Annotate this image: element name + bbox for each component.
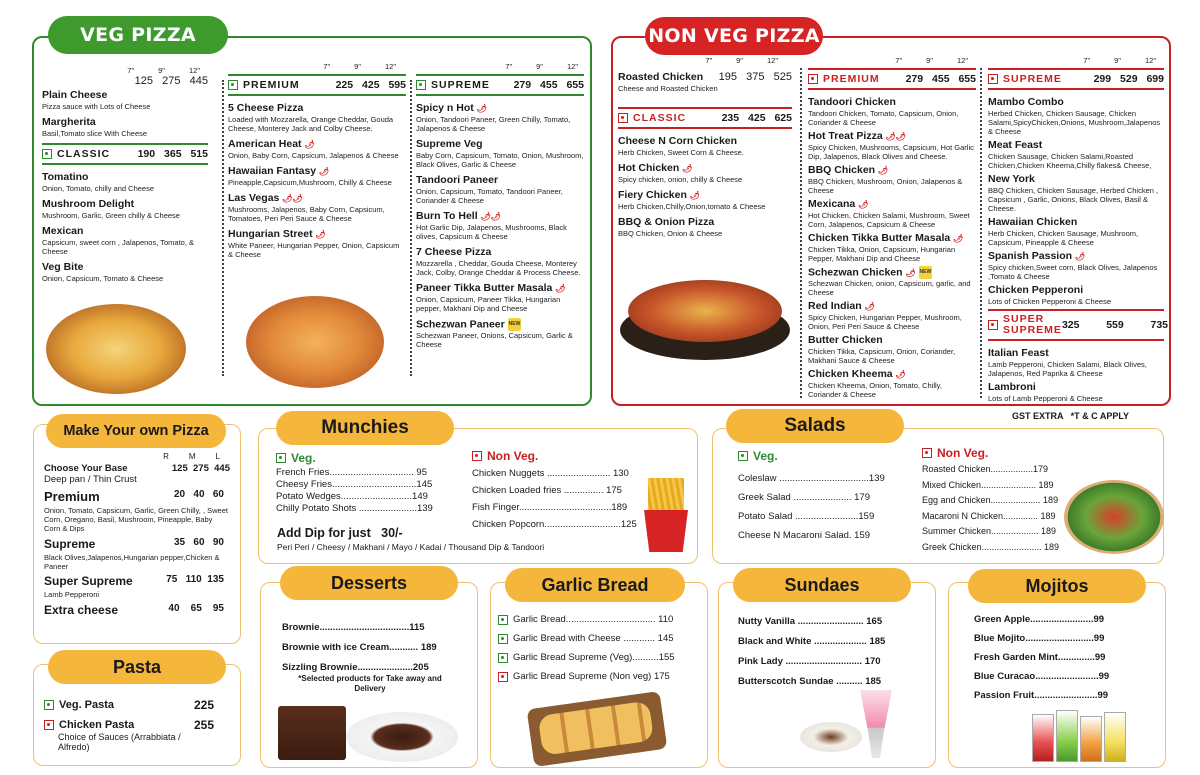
sundaes-list: [738, 616, 888, 688]
mojitos-title: Mojitos: [968, 569, 1146, 603]
supreme-header: SUPREME 279 455 655: [416, 74, 584, 96]
menu-item: Veg Bite Onion, Capsicum, Tomato & Cheese: [42, 261, 164, 283]
menu-row: Macaroni N Chicken.............. 189: [922, 510, 1056, 521]
size-header: 7" 9" 12": [895, 56, 968, 65]
nonveg-symbol-icon: [808, 74, 818, 84]
menu-item: Tandoori Paneer Onion, Capsicum, Tomato, Tandoori Paneer, Coriander & Cheese: [416, 174, 563, 205]
nonveg-col-premium: [808, 56, 976, 402]
mojito-glasses-image: [1032, 706, 1144, 762]
menu-item: 5 Cheese Pizza Loaded with Mozzarella, Orange Cheddar, Gouda Cheese, Monterey Jack and Colby Cheese.: [228, 102, 394, 133]
menu-item: Roasted Chicken 195 375 525 Cheese and Roasted Chicken: [618, 71, 792, 93]
menu-item: Butter Chicken Chicken Tikka, Capsicum, Onion, Coriander, Makhani Sauce & Cheese: [808, 334, 956, 366]
supreme-header: SUPREME 299 529 699: [988, 68, 1164, 90]
veg-symbol-icon: [498, 653, 508, 663]
menu-row: Pink Lady ............................. 170: [738, 656, 881, 667]
pasta-title: Pasta: [48, 650, 226, 684]
veg-symbol-icon: [738, 451, 748, 461]
nonveg-symbol-icon: [922, 448, 932, 458]
chili-icon: 🌶: [476, 104, 487, 113]
menu-item: BBQ & Onion Pizza BBQ Chicken, Onion & Cheese: [618, 216, 723, 238]
salads-nonveg: Non Veg. Roasted Chicken.................179 Mixed Chicken...................... 189 Egg and Chicken.................... 189 Macaroni N Chicken.............. 189 Summer Chicken................... 189 Greek Chicken........................ 189: [922, 446, 1068, 556]
chili-icon: 🌶🌶: [282, 194, 303, 203]
menu-row: Green Apple........................99: [974, 614, 1105, 625]
menu-row: Fish Finger...................................189: [472, 502, 628, 513]
myo-title: Make Your own Pizza: [46, 414, 226, 448]
menu-item: Paneer Tikka Butter Masala 🌶 Onion, Capsicum, Paneer Tikka, Hungarian pepper, Makhani Dip and Cheese: [416, 282, 566, 313]
menu-item: BBQ Chicken 🌶 BBQ Chicken, Mushroom, Onion, Jalapenos & Cheese: [808, 164, 963, 195]
menu-item: Plain Cheese Pizza sauce with Lots of Cheese: [42, 89, 151, 111]
menu-item: Meat Feast Chicken Sausage, Chicken Salami,Roasted Chicken,Chicken Kheema,Chilly flakes& Cheese,: [988, 139, 1152, 170]
veg-symbol-icon: [498, 634, 508, 644]
classic-header: CLASSIC 190 365 515: [42, 143, 208, 165]
chili-icon: 🌶: [689, 191, 700, 200]
menu-row: Brownie..................................115: [282, 622, 425, 633]
menu-row: Greek Chicken........................ 189: [922, 541, 1060, 552]
size-header: 7" 9" 12": [1083, 56, 1156, 65]
nonveg-pizza-title: NON VEG PIZZA: [645, 17, 823, 55]
salads-title: Salads: [726, 409, 904, 443]
garlic-list: [498, 614, 704, 683]
chili-icon: 🌶: [953, 234, 964, 243]
premium-header: PREMIUM 279 455 655: [808, 68, 976, 90]
size-header: R M L: [163, 452, 220, 461]
veg-pizza-image: [246, 296, 384, 388]
chili-icon: 🌶: [319, 167, 330, 176]
menu-row: Blue Mojito..........................99: [974, 633, 1105, 644]
chili-icon: 🌶🌶: [480, 212, 501, 221]
nonveg-symbol-icon: [44, 720, 54, 730]
veg-symbol-icon: [44, 700, 54, 710]
myo-super-supreme: Super Supreme 75 110 135: [44, 574, 224, 588]
menu-item: Spanish Passion 🌶 Spicy chicken,Sweet corn, Black Olives, Jalapenos ,Tomato & Cheese: [988, 250, 1158, 281]
veg-symbol-icon: [416, 80, 426, 90]
menu-item: Margherita Basil,Tomato slice With Cheese: [42, 116, 148, 138]
myo-list: R M L Choose Your Base 125 275 445 Deep pan / Thin Crust Premium 20 40 60 Onion, Tomato, Capsicum, Garlic, Green Chilly, , Sweet Corn, Oregano, Basil, Mushroom, Pineapple, Baby Corn & Dips Supreme 35 60 90 Black Olives,Jalapenos,Hungarian pepper,Chicken & Paneer Super Supreme 75 110 135 Lamb Pepperoni Extra cheese 40 65 95: [44, 452, 230, 617]
menu-item: American Heat 🌶 Onion, Baby Corn, Capsicum, Jalapenos & Cheese: [228, 138, 399, 160]
menu-item: Hot Treat Pizza 🌶🌶 Spicy Chicken, Mushrooms, Capsicum, Hot Garlic Dip, Jalapenos, Black Olives and Cheese.: [808, 130, 974, 161]
menu-item: Hawaiian Fantasy 🌶 Pineapple,Capsicum,Mushroom, Chilly & Cheese: [228, 165, 392, 187]
menu-item: Tandoori Chicken Tandoori Chicken, Tomato, Capsicum, Onion, Coriander & Cheese: [808, 96, 959, 127]
veg-col-premium: [228, 62, 406, 264]
menu-item: Burn To Hell 🌶🌶 Hot Garlic Dip, Jalapenos, Mushrooms, Black olives, Capsicum & Cheese: [416, 210, 567, 241]
nonveg-symbol-icon: [472, 451, 482, 461]
super-supreme-header: SUPER SUPREME 325 559 735: [988, 309, 1164, 341]
menu-item: Mushroom Delight Mushroom, Garlic, Green chilly & Cheese: [42, 198, 180, 220]
chili-icon: 🌶: [905, 268, 916, 278]
divider: [410, 80, 412, 376]
pasta-item: Veg. Pasta 225: [44, 698, 214, 712]
menu-row: Greek Salad ...................... 179: [738, 492, 871, 503]
menu-item: Italian Feast Lamb Pepperoni, Chicken Salami, Black Olives, Jalapenos, Red Paprika & Cheese: [988, 347, 1147, 378]
menu-row: Garlic Bread with Cheese ............ 145: [498, 633, 704, 645]
myo-premium: Premium 20 40 60: [44, 489, 224, 504]
menu-item: Supreme Veg Baby Corn, Capsicum, Tomato, Onion, Mushroom, Black Olives, Garlic & Cheese: [416, 138, 584, 169]
chili-icon: 🌶: [555, 284, 566, 293]
menu-row: Passion Fruit........................99: [974, 690, 1109, 701]
menu-row: Garlic Bread Supreme (Non veg) 175: [498, 671, 704, 683]
menu-row: Cheesy Fries................................145: [276, 479, 433, 490]
chili-icon: 🌶: [682, 164, 693, 173]
sundaes-title: Sundaes: [733, 568, 911, 602]
classic-header: CLASSIC 235 425 625: [618, 107, 792, 129]
veg-symbol-icon: [42, 149, 52, 159]
nonveg-symbol-icon: [988, 74, 998, 84]
garlic-title: Garlic Bread: [505, 568, 685, 602]
gst-note: GST EXTRA *T & C APPLY: [1012, 411, 1130, 421]
menu-row: Garlic Bread.................................. 110: [498, 614, 704, 626]
menu-row: Nutty Vanilla ......................... 165: [738, 616, 883, 627]
chili-icon: 🌶: [878, 166, 889, 175]
menu-item: Chicken Kheema 🌶 Chicken Kheema, Onion, Tomato, Chilly, Coriander & Cheese: [808, 368, 942, 400]
menu-item: Cheese N Corn Chicken Herb Chicken, Sweet Corn & Cheese.: [618, 135, 744, 157]
veg-col-basic: [42, 66, 208, 288]
menu-item: Chicken Pepperoni Lots of Chicken Pepperoni & Cheese: [988, 284, 1111, 306]
menu-row: Sizzling Brownie.....................205: [282, 662, 429, 673]
chili-icon: 🌶: [858, 200, 869, 209]
menu-row: Chicken Popcorn.............................125: [472, 519, 637, 530]
chili-icon: 🌶🌶: [885, 132, 906, 141]
menu-item: New York BBQ Chicken, Chicken Sausage, Herbed Chicken , Capsicum , Garlic, Onions, Black Olives, Basil & Cheese.: [988, 173, 1159, 213]
size-header: 7" 9" 12": [705, 56, 778, 65]
veg-col-supreme: [416, 62, 584, 354]
sundae-plate-image: [800, 722, 862, 752]
menu-item: Las Vegas 🌶🌶 Mushrooms, Jalapenos, Baby Corn, Capsicum, Tomatoes, Peri Peri Sauce & Cheese: [228, 192, 385, 223]
size-header: 7" 9" 12": [127, 66, 200, 75]
menu-row: Cheese N Macaroni Salad. 159: [738, 530, 871, 541]
mojitos-list: [974, 614, 1124, 702]
size-header: 7" 9" 12": [323, 62, 396, 71]
nonveg-col-classic: [618, 56, 792, 243]
nonveg-symbol-icon: [988, 320, 998, 330]
chili-icon: 🌶: [1074, 252, 1086, 261]
chili-icon: 🌶: [304, 140, 315, 149]
veg-symbol-icon: [228, 80, 238, 90]
myo-supreme: Supreme 35 60 90: [44, 537, 224, 551]
veg-symbol-icon: [276, 453, 286, 463]
menu-item: 7 Cheese Pizza Mozzarella , Cheddar, Gouda Cheese, Monterey Jack, Colby, Orange Cheddar & Process Cheese.: [416, 246, 581, 277]
veg-symbol-icon: [498, 615, 508, 625]
veg-pizza-image: [46, 304, 186, 394]
desserts-note: *Selected products for Take away and Delivery: [298, 674, 442, 693]
new-badge-icon: NEW: [919, 266, 933, 279]
menu-row: Brownie with ice Cream........... 189: [282, 642, 437, 653]
menu-item: Chicken Tikka Butter Masala 🌶 Chicken Tikka, Onion, Capsicum, Hungarian Pepper, Makhani Dip and Cheese: [808, 232, 964, 263]
menu-item: Mexicana 🌶 Hot Chicken, Chicken Salami, Mushroom, Sweet Corn, Jalapenos, Capsicum & Cheese: [808, 198, 970, 229]
divider: [800, 68, 802, 398]
menu-row: Mixed Chicken...................... 189: [922, 479, 1054, 490]
myo-base: Choose Your Base 125 275 445: [44, 463, 230, 474]
brownie-image: [278, 706, 346, 760]
pasta-list: Veg. Pasta 225 Chicken Pasta 255 Choice of Sauces (Arrabbiata / Alfredo): [44, 698, 214, 752]
menu-item: Spicy n Hot 🌶 Onion, Tandoori Paneer, Green Chilly, Tomato, Jalapenos & Cheese: [416, 102, 571, 133]
menu-row: Blue Curacao........................99: [974, 671, 1110, 682]
nonveg-symbol-icon: [618, 113, 628, 123]
divider: [980, 68, 982, 398]
munchies-title: Munchies: [276, 411, 454, 445]
brownie-plate-image: [346, 712, 458, 762]
desserts-title: Desserts: [280, 566, 458, 600]
desserts-list: [282, 622, 458, 694]
menu-item: Schezwan Chicken 🌶 NEW Schezwan Chicken, onion, Capsicum, garlic, and Cheese: [808, 266, 971, 298]
menu-item: Red Indian 🌶 Spicy Chicken, Hungarian Pepper, Mushroom, Onion, Peri Peri Sauce & Cheese: [808, 300, 962, 332]
menu-row: Black and White .................... 185: [738, 636, 886, 647]
nonveg-pizza-image: [628, 280, 782, 342]
new-badge-icon: NEW: [508, 318, 522, 331]
menu-row: Garlic Bread Supreme (Veg)..........155: [498, 652, 704, 664]
menu-item: Tomatino Onion, Tomato, chilly and Cheese: [42, 171, 155, 193]
dip-list: Peri Peri / Cheesy / Makhani / Mayo / Kadai / Thousand Dip & Tandoori: [277, 542, 545, 552]
chili-icon: 🌶: [864, 302, 875, 312]
pasta-item: Chicken Pasta 255: [44, 718, 214, 732]
menu-item: Mexican Capsicum, sweet corn , Jalapenos, Tomato, & Cheese: [42, 225, 195, 256]
dip-offer: Add Dip for just 30/-: [277, 526, 403, 540]
nonveg-col-supreme: [988, 56, 1168, 408]
menu-row: Roasted Chicken.................179: [922, 464, 1049, 474]
menu-item: Hot Chicken 🌶 Spicy chicken, onion, chilly & Cheese: [618, 162, 743, 184]
menu-item: Mambo Combo Herbed Chicken, Chicken Sausage, Chicken Salami,SpicyChicken,Onions, Mushroom,Jalapenos & Cheese: [988, 96, 1161, 136]
menu-row: Egg and Chicken.................... 189: [922, 495, 1059, 506]
menu-item: Hungarian Street 🌶 White Paneer, Hungarian Pepper, Onion, Capsicum & Cheese: [228, 228, 400, 259]
myo-extra-cheese: Extra cheese 40 65 95: [44, 603, 224, 617]
menu-row: Coleslaw ..................................139: [738, 473, 885, 484]
munchies-veg: Veg. French Fries................................ 95 Cheesy Fries................................145 Potato Wedges...........................149 Chilly Potato Shots ......................139: [276, 451, 456, 515]
basic-prices: 125 275 445: [134, 75, 208, 87]
nonveg-symbol-icon: [498, 672, 508, 682]
menu-row: Chicken Nuggets ........................ 130: [472, 468, 629, 479]
menu-row: Butterscotch Sundae .......... 185: [738, 676, 882, 687]
menu-item: Schezwan Paneer NEW Schezwan Paneer, Onions, Capsicum, Garlic & Cheese: [416, 318, 573, 350]
menu-item: Hawaiian Chicken Herb Chicken, Chicken Sausage, Mushroom, Capsicum, Pineapple & Cheese: [988, 216, 1139, 247]
menu-row: Summer Chicken................... 189: [922, 526, 1057, 537]
menu-row: Chilly Potato Shots ......................139: [276, 503, 433, 514]
fries-image: [640, 478, 692, 552]
menu-item: Lambroni Lots of Lamb Pepperoni & Cheese: [988, 381, 1103, 403]
chili-icon: 🌶: [895, 370, 906, 380]
veg-pizza-title: VEG PIZZA: [48, 16, 228, 54]
menu-row: Potato Salad ........................159: [738, 511, 875, 522]
salad-image: [1064, 480, 1164, 554]
menu-row: Fresh Garden Mint..............99: [974, 652, 1106, 663]
size-header: 7" 9" 12": [505, 62, 578, 71]
munchies-nonveg: Non Veg. Chicken Nuggets ........................ 130 Chicken Loaded fries ............... 175 Fish Finger...................................189 Chicken Popcorn.............................125: [472, 449, 642, 533]
salads-veg: Veg. Coleslaw ..................................139 Greek Salad ...................... 179 Potato Salad ........................159 Cheese N Macaroni Salad. 159: [738, 449, 884, 545]
chili-icon: 🌶: [315, 230, 326, 239]
divider: [222, 80, 224, 376]
menu-row: Chicken Loaded fries ............... 175: [472, 485, 622, 496]
premium-header: PREMIUM 225 425 595: [228, 74, 406, 96]
menu-row: Potato Wedges...........................149: [276, 491, 428, 502]
menu-row: French Fries................................ 95: [276, 467, 427, 478]
menu-item: Fiery Chicken 🌶 Herb Chicken,Chilly,Onion,tomato & Cheese: [618, 189, 766, 211]
